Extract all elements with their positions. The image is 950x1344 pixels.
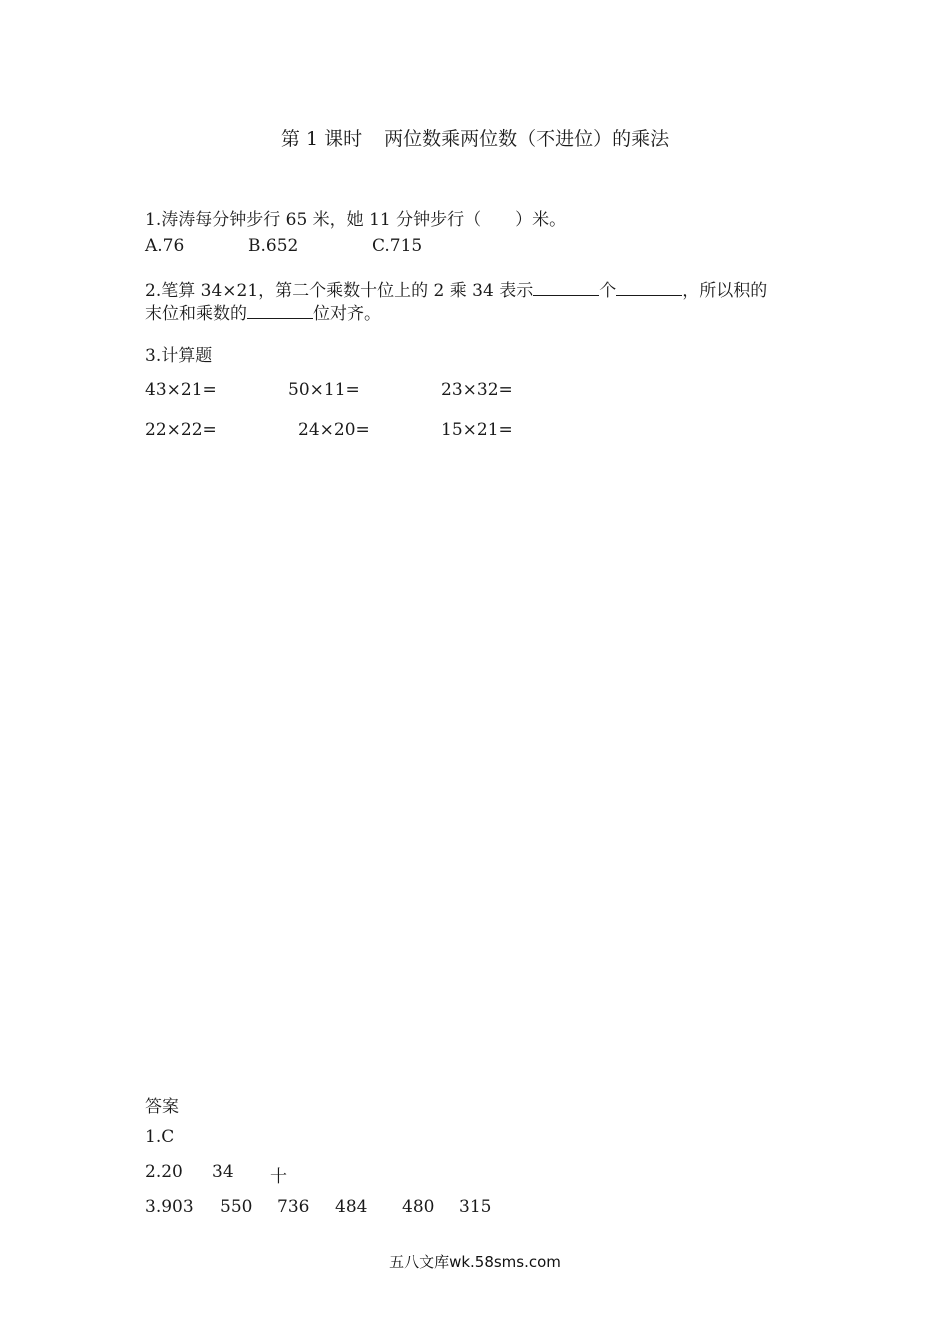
question-3-heading: 3.计算题 [145, 346, 213, 366]
footer-watermark: 五八文库wk.58sms.com [389, 1253, 561, 1271]
question-1-text-after: ）米。 [515, 210, 567, 230]
question-1-option-b: B.652 [248, 236, 299, 256]
title-lesson: 第 1 课时 [280, 128, 363, 150]
question-2-text-e: 位对齐。 [313, 304, 381, 324]
calc-item: 22×22= [145, 420, 217, 440]
question-2-line-2 [145, 299, 381, 324]
answers-heading: 答案 [145, 1097, 179, 1117]
question-2-line-1 [145, 276, 767, 301]
question-2-text-c: ，所以积的 [682, 281, 768, 301]
answer-3-value: 550 [220, 1197, 253, 1217]
answer-3-value: 3.903 [145, 1197, 194, 1217]
calc-item: 23×32= [441, 380, 513, 400]
answer-3-value: 736 [277, 1197, 310, 1217]
question-2-text-d: 末位和乘数的 [145, 304, 247, 324]
answer-blank-1 [533, 294, 599, 296]
calc-item: 15×21= [441, 420, 513, 440]
answer-3-value: 484 [335, 1197, 368, 1217]
question-2-text-a: 2.笔算 34×21，第二个乘数十位上的 2 乘 34 表示 [145, 281, 534, 301]
answer-1: 1.C [145, 1127, 175, 1147]
question-1-option-c: C.715 [372, 236, 423, 256]
page-title [0, 124, 950, 151]
answer-blank-2 [616, 294, 682, 296]
answer-blank-3 [247, 317, 313, 319]
question-1-option-a: A.76 [145, 236, 185, 256]
answer-2-value: 34 [212, 1162, 234, 1182]
answer-2-value: 十 [270, 1167, 287, 1187]
calc-item: 24×20= [298, 420, 370, 440]
answer-3-value: 315 [459, 1197, 492, 1217]
answer-3-value: 480 [402, 1197, 435, 1217]
title-topic: 两位数乘两位数（不进位）的乘法 [384, 128, 670, 150]
question-1-text-before: 1.涛涛每分钟步行 65 米，她 11 分钟步行（ [145, 210, 482, 230]
question-1 [145, 205, 566, 230]
question-2-text-b: 个 [599, 281, 617, 301]
calc-item: 43×21= [145, 380, 217, 400]
answer-2-value: 2.20 [145, 1162, 183, 1182]
calc-item: 50×11= [288, 380, 360, 400]
